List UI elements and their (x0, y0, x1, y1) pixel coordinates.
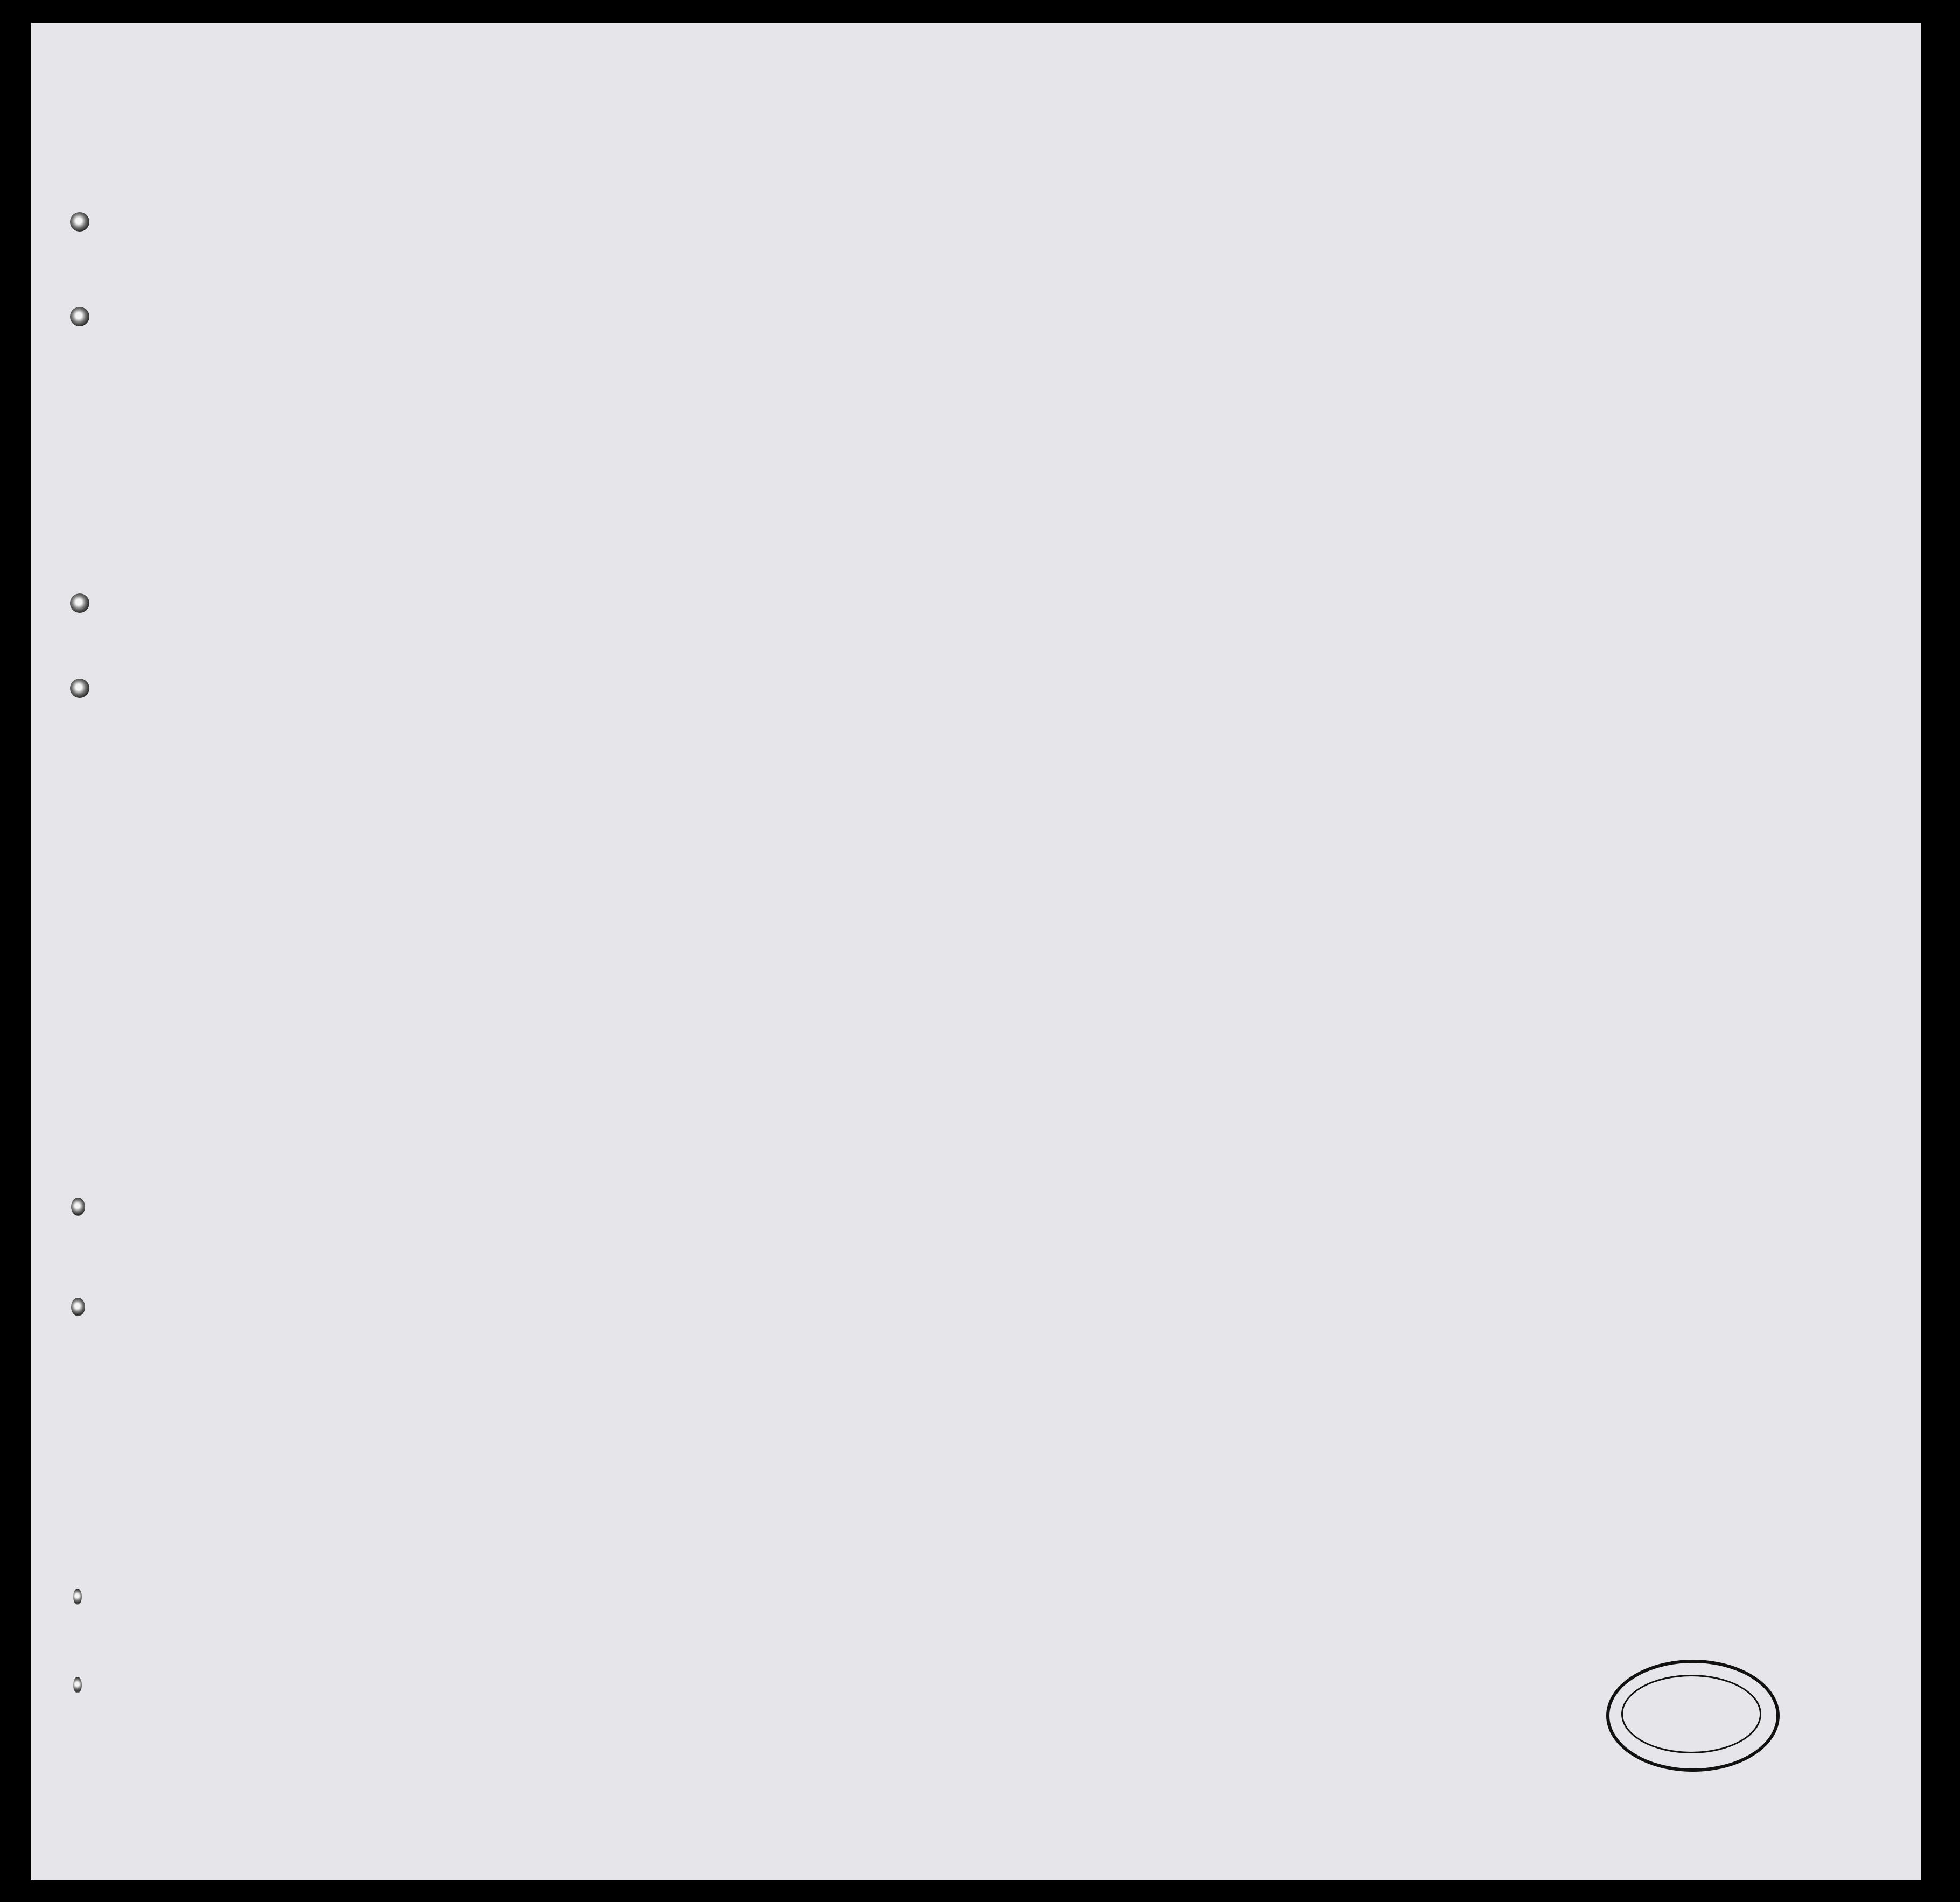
punch-hole (70, 212, 89, 232)
punch-hole (70, 307, 89, 326)
ditto-marks (31, 23, 1921, 1880)
punch-hole (73, 1677, 82, 1693)
punch-hole (70, 593, 89, 613)
punch-hole (71, 1298, 85, 1316)
manifest-page (31, 23, 1921, 1880)
punch-hole (73, 1589, 82, 1605)
punch-hole (70, 679, 89, 698)
office-stamp (1606, 1660, 1780, 1772)
punch-hole (71, 1198, 85, 1216)
